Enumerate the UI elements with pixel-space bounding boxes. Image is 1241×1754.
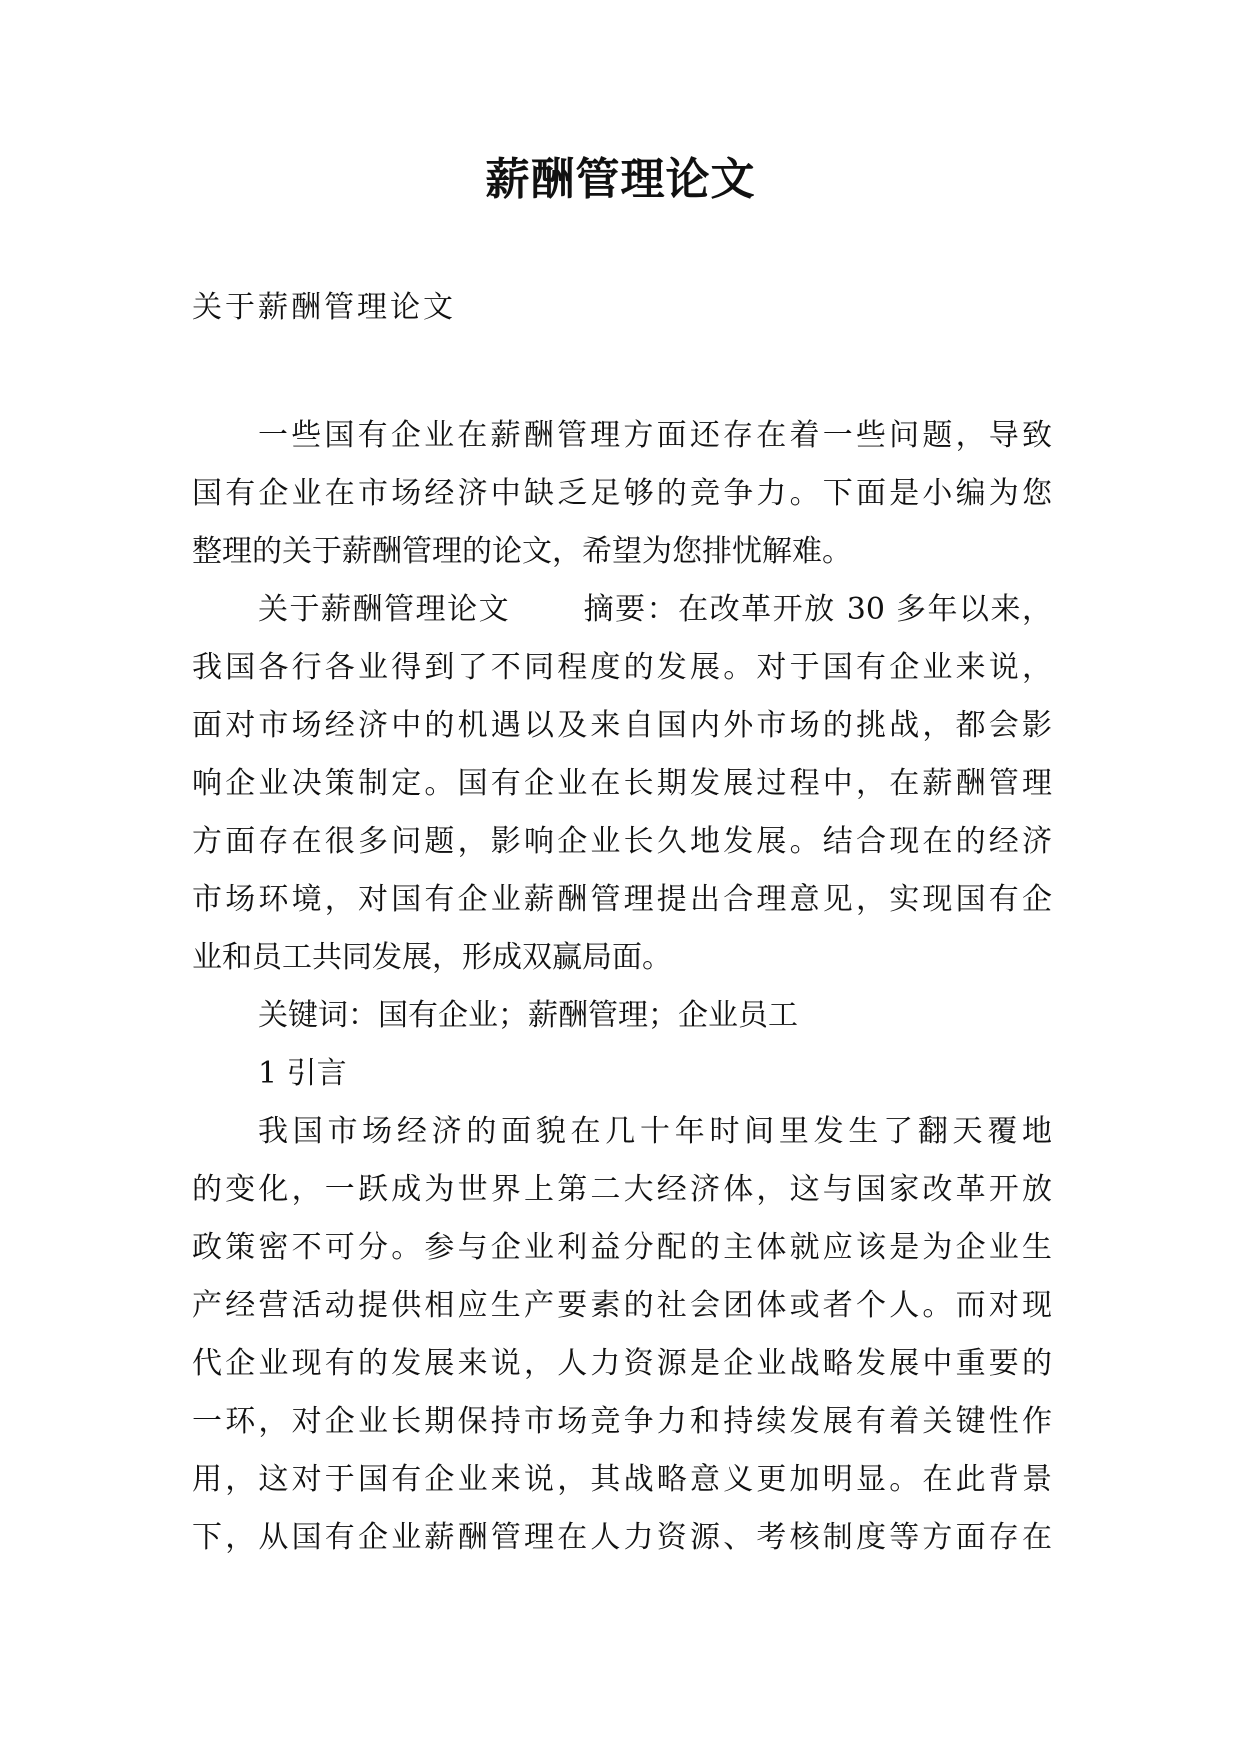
abstract-line-6: 市场环境，对国有企业薪酬管理提出合理意见，实现国有企 [192, 882, 1052, 917]
intro-paragraph-line-4: 产经营活动提供相应生产要素的社会团体或者个人。而对现 [192, 1288, 1052, 1323]
intro-paragraph-line-2: 的变化，一跃成为世界上第二大经济体，这与国家改革开放 [192, 1172, 1052, 1207]
document-title: 薪酬管理论文 [485, 154, 756, 205]
document-subtitle: 关于薪酬管理论文 [192, 290, 456, 325]
document-body [192, 407, 1052, 1567]
intro-paragraph-line-6: 一环，对企业长期保持市场竞争力和持续发展有着关键性作 [192, 1404, 1052, 1439]
abstract-heading: 关于薪酬管理论文 [258, 592, 511, 627]
abstract-line-7: 业和员工共同发展，形成双赢局面。 [192, 940, 672, 975]
intro-paragraph-line-5: 代企业现有的发展来说，人力资源是企业战略发展中重要的 [192, 1346, 1052, 1381]
intro-paragraph-line-3: 政策密不可分。参与企业利益分配的主体就应该是为企业生 [192, 1230, 1052, 1265]
abstract-line-5: 方面存在很多问题，影响企业长久地发展。结合现在的经济 [192, 824, 1052, 859]
keywords-line: 关键词：国有企业；薪酬管理；企业员工 [258, 998, 798, 1033]
abstract-line-4: 响企业决策制定。国有企业在长期发展过程中，在薪酬管理 [192, 766, 1052, 801]
paragraph-1-line-1: 一些国有企业在薪酬管理方面还存在着一些问题，导致 [258, 418, 1052, 453]
paragraph-1-line-3: 整理的关于薪酬管理的论文，希望为您排忧解难。 [192, 534, 852, 569]
paragraph-1-line-2: 国有企业在市场经济中缺乏足够的竞争力。下面是小编为您 [192, 476, 1052, 511]
abstract-line-2: 我国各行各业得到了不同程度的发展。对于国有企业来说， [192, 650, 1052, 685]
intro-paragraph-line-7: 用，这对于国有企业来说，其战略意义更加明显。在此背景 [192, 1462, 1052, 1497]
abstract-line-3: 面对市场经济中的机遇以及来自国内外市场的挑战，都会影 [192, 708, 1052, 743]
section-heading-introduction: 1 引言 [258, 1056, 347, 1091]
abstract-first-line [192, 581, 1052, 639]
intro-paragraph-line-8: 下，从国有企业薪酬管理在人力资源、考核制度等方面存在 [192, 1520, 1052, 1555]
intro-paragraph-line-1: 我国市场经济的面貌在几十年时间里发生了翻天覆地 [258, 1114, 1052, 1149]
abstract-intro: 摘要：在改革开放 30 多年以来， [582, 592, 1053, 627]
